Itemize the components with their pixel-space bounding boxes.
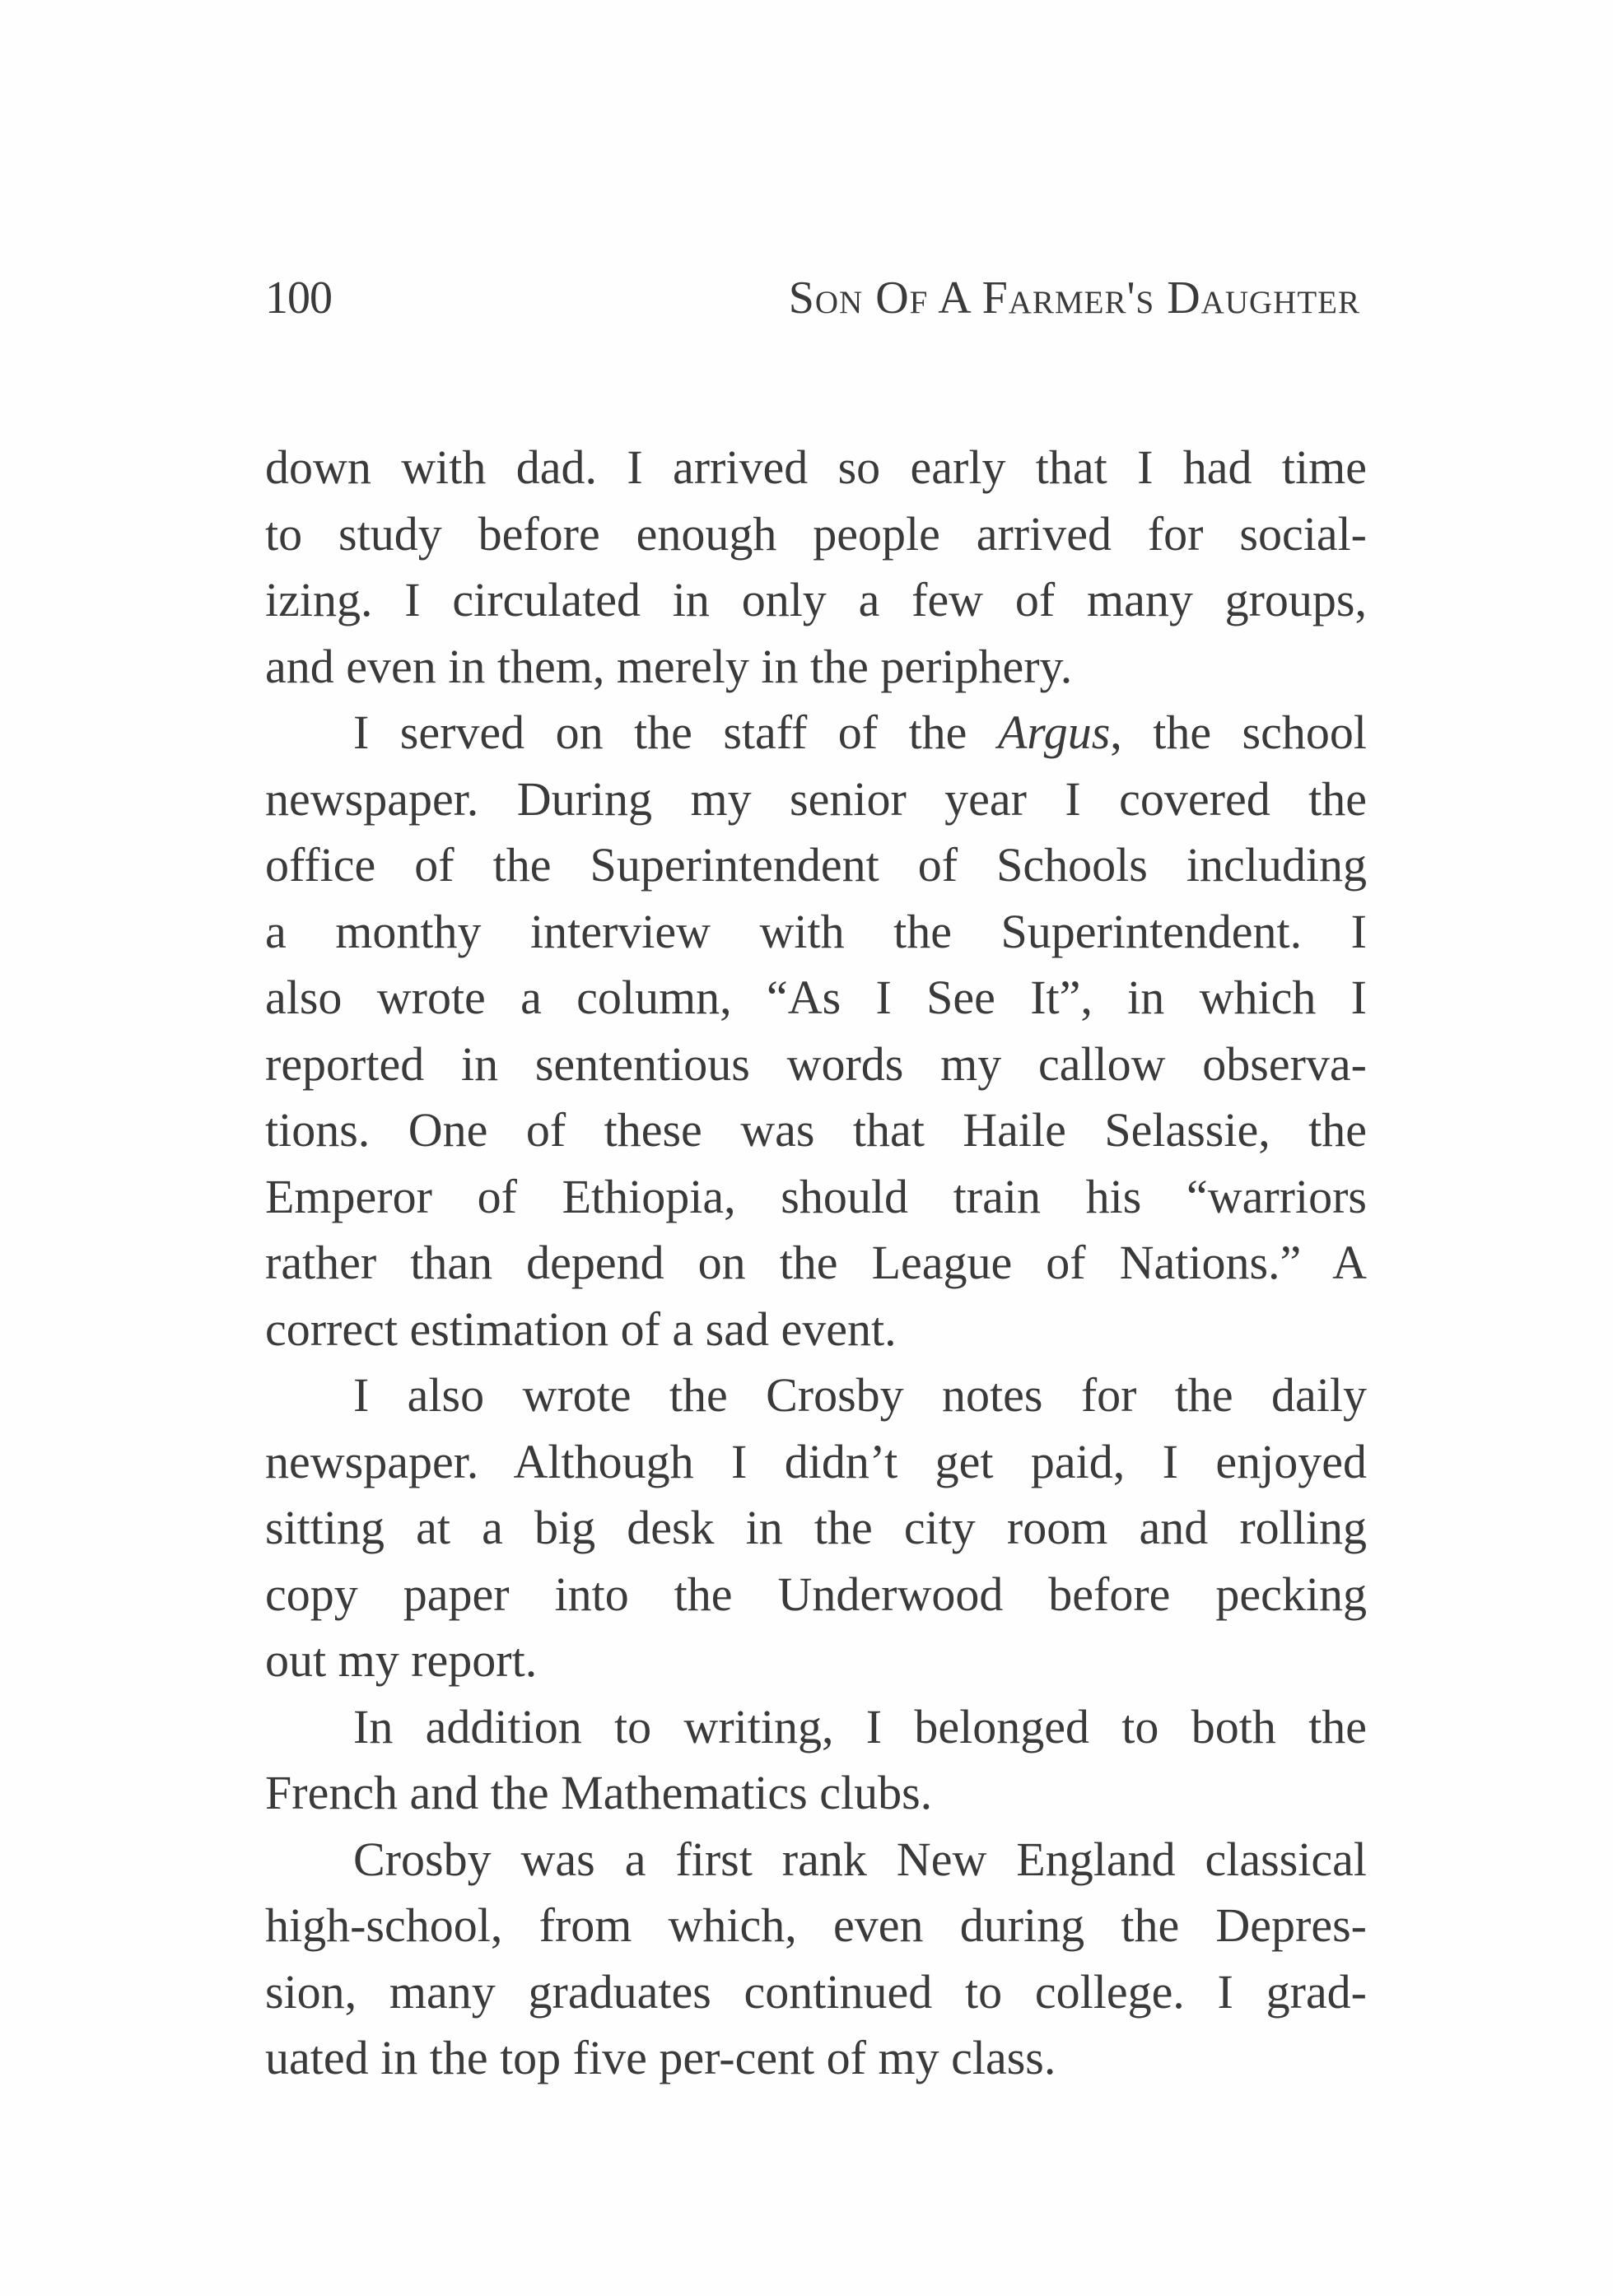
book-title: Son Of A Farmer's Daughter	[788, 272, 1360, 324]
text-line: Crosby was a first rank New England classical	[353, 1832, 1367, 1886]
text-line: to study before enough people arrived for social-	[265, 506, 1367, 561]
text-line: high-school, from which, even during the Depres-	[265, 1898, 1367, 1952]
text-line: out my report.	[265, 1633, 538, 1687]
text-line: rather than depend on the League of Nations.” A	[265, 1236, 1367, 1289]
text-line: correct estimation of a sad event.	[265, 1302, 897, 1356]
text-line: I also wrote the Crosby notes for the daily	[353, 1368, 1367, 1422]
text-line: izing. I circulated in only a few of many groups,	[265, 573, 1367, 626]
text-segment: , the school	[1110, 706, 1367, 759]
text-line: a monthy interview with the Superintendent. I	[265, 904, 1367, 958]
page-number: 100	[265, 272, 332, 324]
text-line: down with dad. I arrived so early that I had time	[265, 440, 1367, 494]
text-line: sion, many graduates continued to college. I grad-	[265, 1964, 1367, 2019]
text-line: copy paper into the Underwood before pecking	[265, 1567, 1367, 1621]
paragraph-3	[265, 1362, 1367, 1694]
text-segment: I served on the staff of the	[353, 706, 998, 759]
paragraph-5	[265, 1827, 1367, 2092]
text-line: and even in them, merely in the periphery.	[265, 639, 1073, 693]
paragraph-2	[265, 700, 1367, 1362]
text-line	[265, 700, 1367, 766]
running-head	[265, 265, 1360, 331]
paragraph-1	[265, 435, 1367, 700]
paragraph-4	[265, 1694, 1367, 1827]
text-line: Emperor of Ethiopia, should train his “warriors	[265, 1169, 1367, 1223]
text-line: sitting at a big desk in the city room and rolling	[265, 1501, 1367, 1554]
text-line: In addition to writing, I belonged to both the	[353, 1699, 1367, 1753]
text-line: newspaper. During my senior year I covered the	[265, 771, 1367, 826]
text-line: newspaper. Although I didn’t get paid, I enjoyed	[265, 1434, 1367, 1488]
text-line: French and the Mathematics clubs.	[265, 1766, 933, 1819]
newspaper-name-italic: Argus	[997, 706, 1111, 759]
text-line: uated in the top five per-cent of my class.	[265, 2031, 1056, 2084]
text-line: tions. One of these was that Haile Selassie, the	[265, 1103, 1367, 1157]
text-line: also wrote a column, “As I See It”, in which I	[265, 971, 1367, 1024]
text-line: reported in sententious words my callow observa-	[265, 1036, 1367, 1091]
body-text	[265, 435, 1367, 2092]
text-line: office of the Superintendent of Schools including	[265, 838, 1367, 892]
